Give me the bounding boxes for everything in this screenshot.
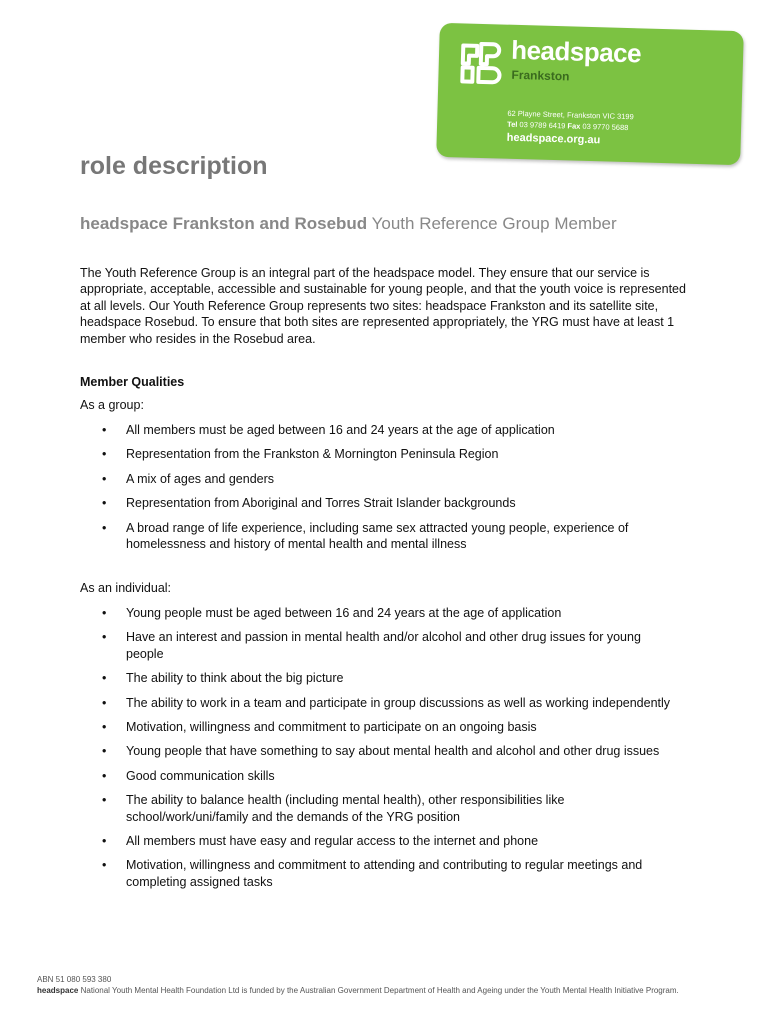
list-item-text: Representation from the Frankston & Mornington Peninsula Region <box>126 447 499 462</box>
group-label: As a group: <box>80 398 144 412</box>
bullet-icon: • <box>102 520 107 535</box>
footer-brand: headspace <box>37 986 79 995</box>
bullet-icon: • <box>102 471 107 486</box>
list-item-text: A mix of ages and genders <box>126 471 275 486</box>
bullet-icon: • <box>102 768 107 783</box>
list-item-text: Good communication skills <box>126 768 275 783</box>
group-qualities-list <box>80 422 680 560</box>
bullet-icon: • <box>102 834 107 849</box>
list-item <box>80 446 680 462</box>
fax-number: 03 9770 5688 <box>582 121 629 133</box>
bullet-icon: • <box>102 606 107 620</box>
individual-qualities-list <box>80 605 680 898</box>
bullet-icon: • <box>102 671 107 686</box>
bullet-icon: • <box>102 793 107 808</box>
footer-abn: ABN 51 080 593 380 <box>37 975 112 984</box>
intro-paragraph: The Youth Reference Group is an integral part of the headspace model. They ensure that our service is appropriate, acceptable, accessible and sustainable for young people, and that the youth voice is represented at all levels. Our Youth Reference Group represents two sites: headspace Frankston and its satellite site, headspace Rosebud. To ensure that both sites are represented appropriately, the YRG must have at least 1 member who resides in the Rosebud area. <box>80 266 686 346</box>
list-item-text: All members must have easy and regular access to the internet and phone <box>126 834 539 849</box>
list-item <box>80 495 680 511</box>
page-title: role description <box>80 152 268 180</box>
list-item-text: Representation from Aboriginal and Torres Strait Islander backgrounds <box>126 496 516 511</box>
list-item-text: Have an interest and passion in mental health and/or alcohol and other drug issues for young people <box>126 630 641 661</box>
list-item <box>80 792 680 825</box>
subtitle-role: Youth Reference Group Member <box>371 214 617 233</box>
headspace-business-card <box>436 23 744 165</box>
list-item <box>80 520 680 553</box>
footer-funding-note <box>37 986 679 995</box>
card-address: 62 Playne Street, Frankston VIC 3199 <box>507 108 634 122</box>
list-item <box>80 471 680 487</box>
subtitle-organisation: headspace Frankston and Rosebud <box>80 214 368 233</box>
page-subtitle <box>80 214 617 234</box>
list-item-text: The ability to balance health (including mental health), other responsibilities like school/work/uni/family and the demands of the YRG position <box>126 793 565 824</box>
list-item <box>80 833 680 849</box>
list-item-text: Motivation, willingness and commitment to participate on an ongoing basis <box>126 720 537 735</box>
fax-label: Fax <box>567 121 581 131</box>
individual-label: As an individual: <box>80 581 172 595</box>
list-item <box>80 670 680 686</box>
bullet-icon: • <box>102 630 107 645</box>
footer-note-text: National Youth Mental Health Foundation Ltd is funded by the Australian Government Department of Health and Ageing under the Youth Mental Health Initiative Program. <box>80 986 679 995</box>
list-item <box>80 605 680 621</box>
bullet-icon: • <box>102 744 107 759</box>
headspace-logo-icon <box>454 35 509 90</box>
list-item <box>80 857 680 890</box>
bullet-icon: • <box>102 447 107 462</box>
bullet-icon: • <box>102 695 107 710</box>
tel-number: 03 9789 6419 <box>519 120 566 131</box>
card-site-name: Frankston <box>511 67 570 84</box>
list-item-text: Motivation, willingness and commitment to attending and contributing to regular meetings and completing assigned tasks <box>126 858 643 889</box>
list-item-text: The ability to work in a team and participate in group discussions as well as working independently <box>126 695 671 710</box>
list-item-text: Young people that have something to say about mental health and alcohol and other drug issues <box>126 744 660 759</box>
member-qualities-heading: Member Qualities <box>80 375 185 389</box>
card-phone-fax <box>507 120 628 132</box>
bullet-icon: • <box>102 858 107 873</box>
bullet-icon: • <box>102 720 107 735</box>
list-item <box>80 695 680 711</box>
bullet-icon: • <box>102 496 107 511</box>
list-item <box>80 629 680 662</box>
card-brand: headspace <box>510 34 642 69</box>
card-url: headspace.org.au <box>506 131 601 147</box>
list-item-text: A broad range of life experience, including same sex attracted young people, experience of homelessness and history of mental health and mental illness <box>126 520 629 552</box>
tel-label: Tel <box>506 119 518 129</box>
list-item <box>80 422 680 438</box>
list-item <box>80 768 680 784</box>
list-item <box>80 719 680 735</box>
list-item-text: Young people must be aged between 16 and 24 years at the age of application <box>126 606 562 620</box>
bullet-icon: • <box>102 423 107 437</box>
list-item <box>80 743 680 759</box>
list-item-text: The ability to think about the big picture <box>126 671 344 686</box>
list-item-text: All members must be aged between 16 and 24 years at the age of application <box>126 423 555 437</box>
